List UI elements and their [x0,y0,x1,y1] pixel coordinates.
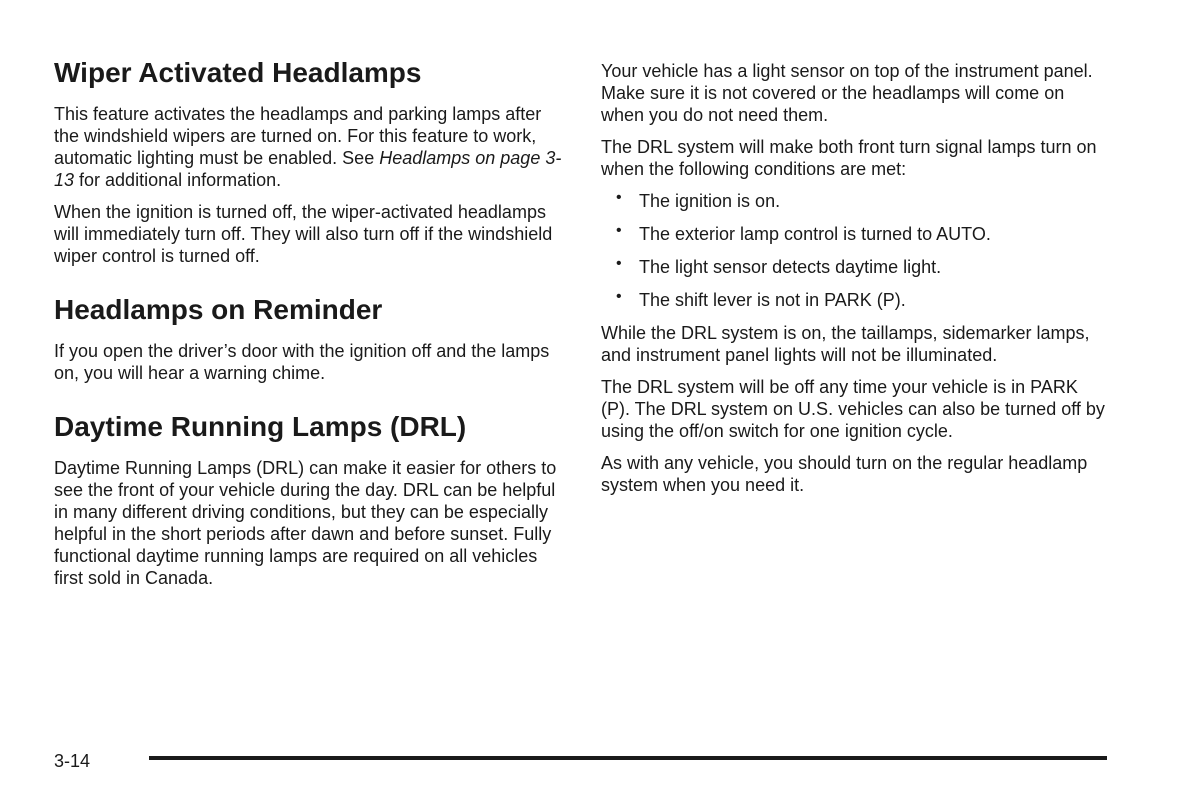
heading-daytime-running-lamps: Daytime Running Lamps (DRL) [54,411,467,442]
bullet-icon: • [616,222,622,239]
list-item [601,256,1111,278]
bullet-icon: • [616,288,622,305]
paragraph-drl-conditions: The DRL system will make both front turn signal lamps turn on when the following conditions are met: [601,137,1097,179]
list-item-text: The light sensor detects daytime light. [639,257,942,277]
cross-reference-headlamps: Headlamps on page 3-13 [54,148,562,190]
list-item-text: The ignition is on. [639,191,781,211]
paragraph-wiper-feature-tail: for additional information. [74,170,282,190]
footer-divider [149,756,1107,760]
list-item-text: The shift lever is not in PARK (P). [639,290,906,310]
page-number: 3-14 [54,751,91,771]
paragraph-drl-lights-off: While the DRL system is on, the taillamps, sidemarker lamps, and instrument panel lights will not be illuminated. [601,323,1090,365]
paragraph-drl-intro: Daytime Running Lamps (DRL) can make it easier for others to see the front of your vehicle during the day. DRL can be helpful in many different driving conditions, but they can be especially helpful in the short periods after dawn and before sunset. Fully functional daytime running lamps are required on all vehicles first sold in Canada. [54,458,557,588]
bullet-icon: • [616,189,622,206]
section-wiper-activated-headlamps [54,56,566,267]
paragraph-regular-headlamp: As with any vehicle, you should turn on the regular headlamp system when you need it. [601,453,1088,495]
list-item [601,190,1111,212]
left-column [54,56,566,615]
section-headlamps-on-reminder [54,293,566,384]
list-item-text: The exterior lamp control is turned to AUTO. [639,224,991,244]
right-column [601,60,1111,506]
heading-headlamps-on-reminder: Headlamps on Reminder [54,294,383,325]
list-item [601,223,1111,245]
heading-wiper-activated-headlamps: Wiper Activated Headlamps [54,57,422,88]
paragraph-reminder: If you open the driver’s door with the ignition off and the lamps on, you will hear a warning chime. [54,341,550,383]
section-daytime-running-lamps [54,410,566,589]
paragraph-light-sensor: Your vehicle has a light sensor on top of the instrument panel. Make sure it is not covered or the headlamps will come on when you do not need them. [601,61,1093,125]
paragraph-wiper-ignition-off: When the ignition is turned off, the wiper-activated headlamps will immediately turn off. They will also turn off if the windshield wiper control is turned off. [54,202,553,266]
conditions-list [601,190,1111,311]
paragraph-wiper-feature-text: This feature activates the headlamps and parking lamps after the windshield wipers are turned on. For this feature to work, automatic lighting must be enabled. See [54,104,542,168]
paragraph-wiper-feature [54,103,566,191]
list-item [601,289,1111,311]
paragraph-drl-park: The DRL system will be off any time your vehicle is in PARK (P). The DRL system on U.S. vehicles can also be turned off by using the off/on switch for one ignition cycle. [601,377,1105,441]
bullet-icon: • [616,255,622,272]
